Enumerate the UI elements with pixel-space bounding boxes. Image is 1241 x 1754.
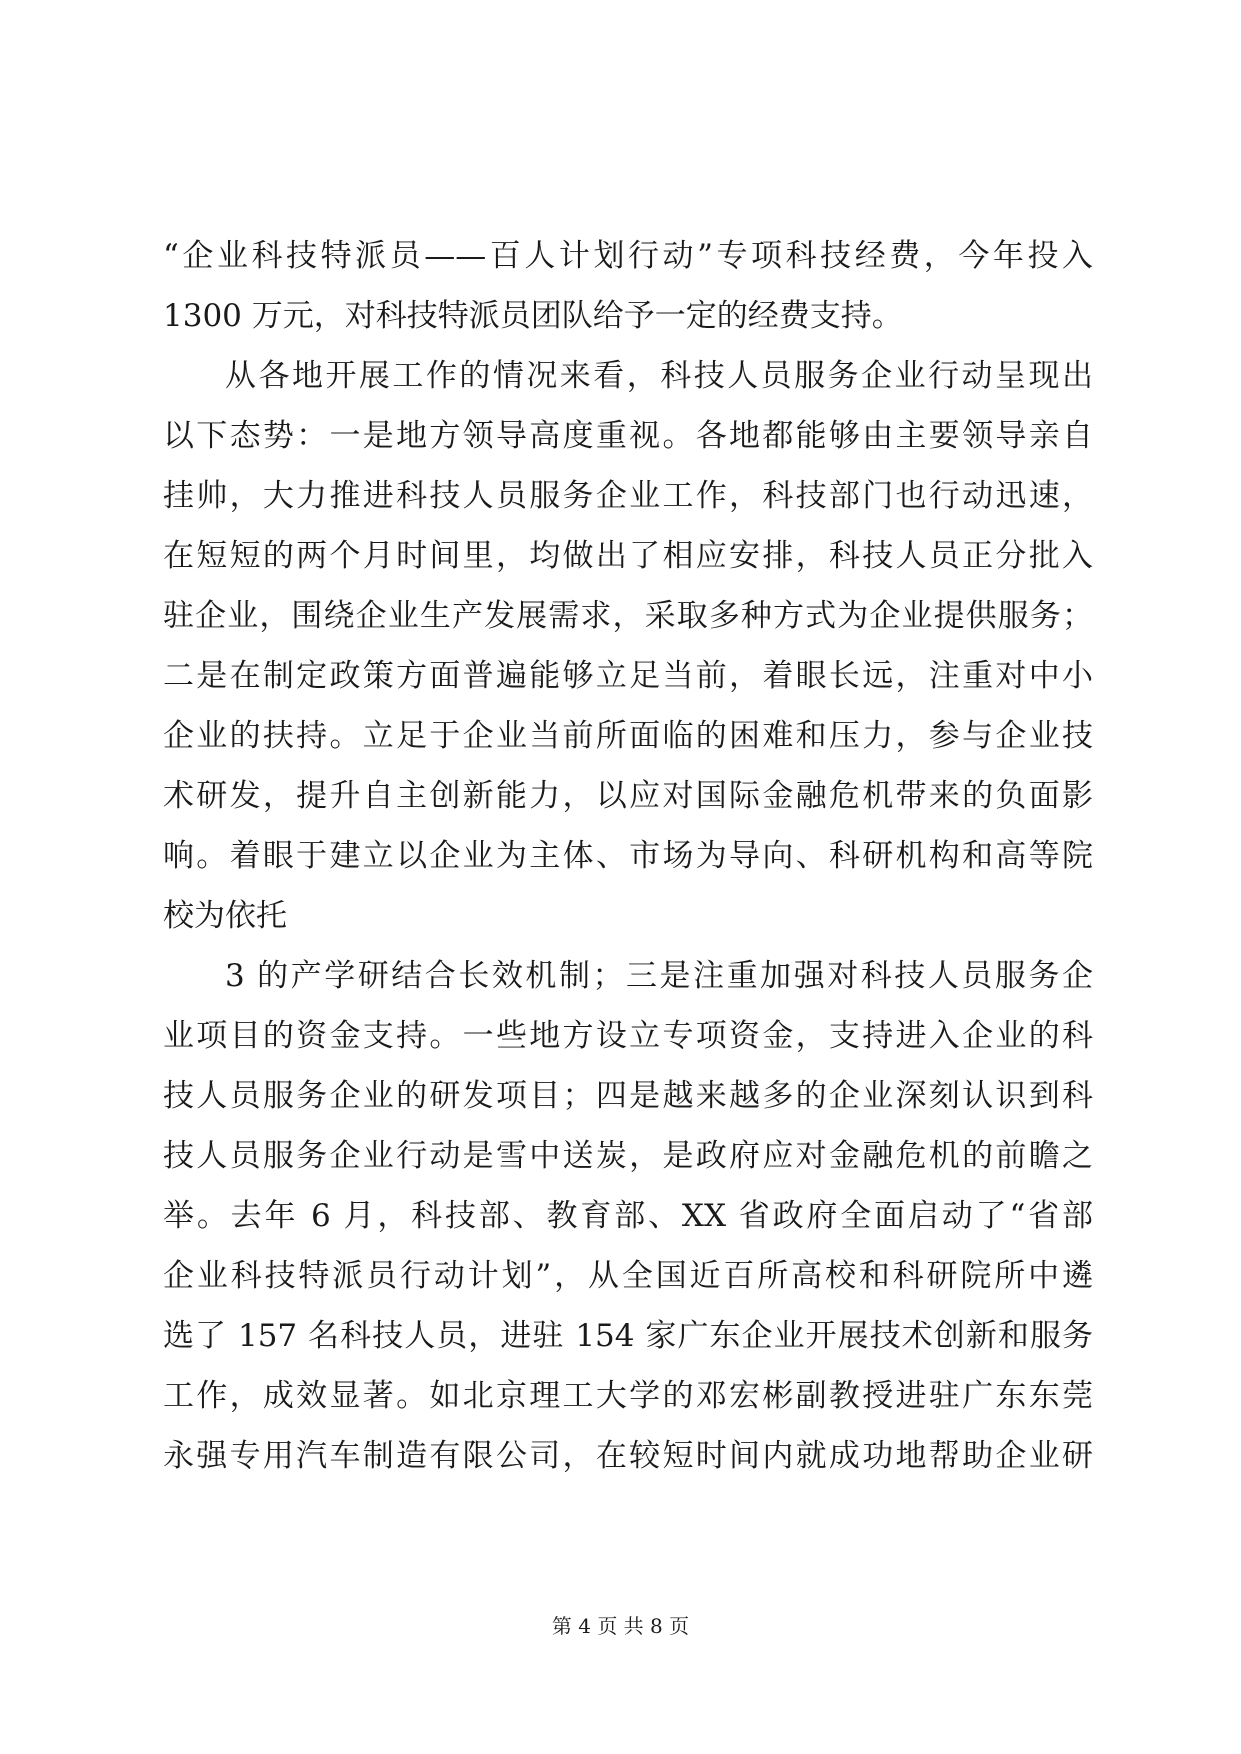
body-text	[163, 226, 1093, 1486]
text-line: 举。去年 6 月，科技部、教育部、XX 省政府全面启动了“省部	[163, 1198, 1093, 1234]
page-footer: 第 4 页 共 8 页	[551, 1614, 690, 1638]
text-line: 永强专用汽车制造有限公司，在较短时间内就成功地帮助企业研	[163, 1438, 1093, 1474]
text-line: 校为依托	[163, 898, 287, 934]
text-line: 二是在制定政策方面普遍能够立足当前，着眼长远，注重对中小	[163, 658, 1093, 694]
text-line: 技人员服务企业的研发项目；四是越来越多的企业深刻认识到科	[163, 1078, 1093, 1114]
text-line: 业项目的资金支持。一些地方设立专项资金，支持进入企业的科	[163, 1018, 1093, 1054]
text-line: 1300 万元，对科技特派员团队给予一定的经费支持。	[163, 298, 903, 334]
text-line: 选了 157 名科技人员，进驻 154 家广东企业开展技术创新和服务	[163, 1318, 1093, 1354]
text-line: 在短短的两个月时间里，均做出了相应安排，科技人员正分批入	[163, 538, 1093, 574]
text-line: 挂帅，大力推进科技人员服务企业工作，科技部门也行动迅速，	[163, 478, 1093, 514]
text-line: 驻企业，围绕企业生产发展需求，采取多种方式为企业提供服务；	[163, 598, 1093, 634]
text-line: 从各地开展工作的情况来看，科技人员服务企业行动呈现出	[225, 358, 1093, 394]
text-line: 3 的产学研结合长效机制；三是注重加强对科技人员服务企	[225, 958, 1093, 994]
text-line: 工作，成效显著。如北京理工大学的邓宏彬副教授进驻广东东莞	[163, 1378, 1093, 1414]
text-line: 以下态势：一是地方领导高度重视。各地都能够由主要领导亲自	[163, 418, 1093, 454]
text-line: 企业的扶持。立足于企业当前所面临的困难和压力，参与企业技	[163, 718, 1093, 754]
text-line: “企业科技特派员——百人计划行动”专项科技经费，今年投入	[163, 238, 1093, 274]
text-line: 企业科技特派员行动计划”，从全国近百所高校和科研院所中遴	[163, 1258, 1093, 1294]
text-line: 技人员服务企业行动是雪中送炭，是政府应对金融危机的前瞻之	[163, 1138, 1093, 1174]
text-line: 术研发，提升自主创新能力，以应对国际金融危机带来的负面影	[163, 778, 1093, 814]
text-line: 响。着眼于建立以企业为主体、市场为导向、科研机构和高等院	[163, 838, 1093, 874]
